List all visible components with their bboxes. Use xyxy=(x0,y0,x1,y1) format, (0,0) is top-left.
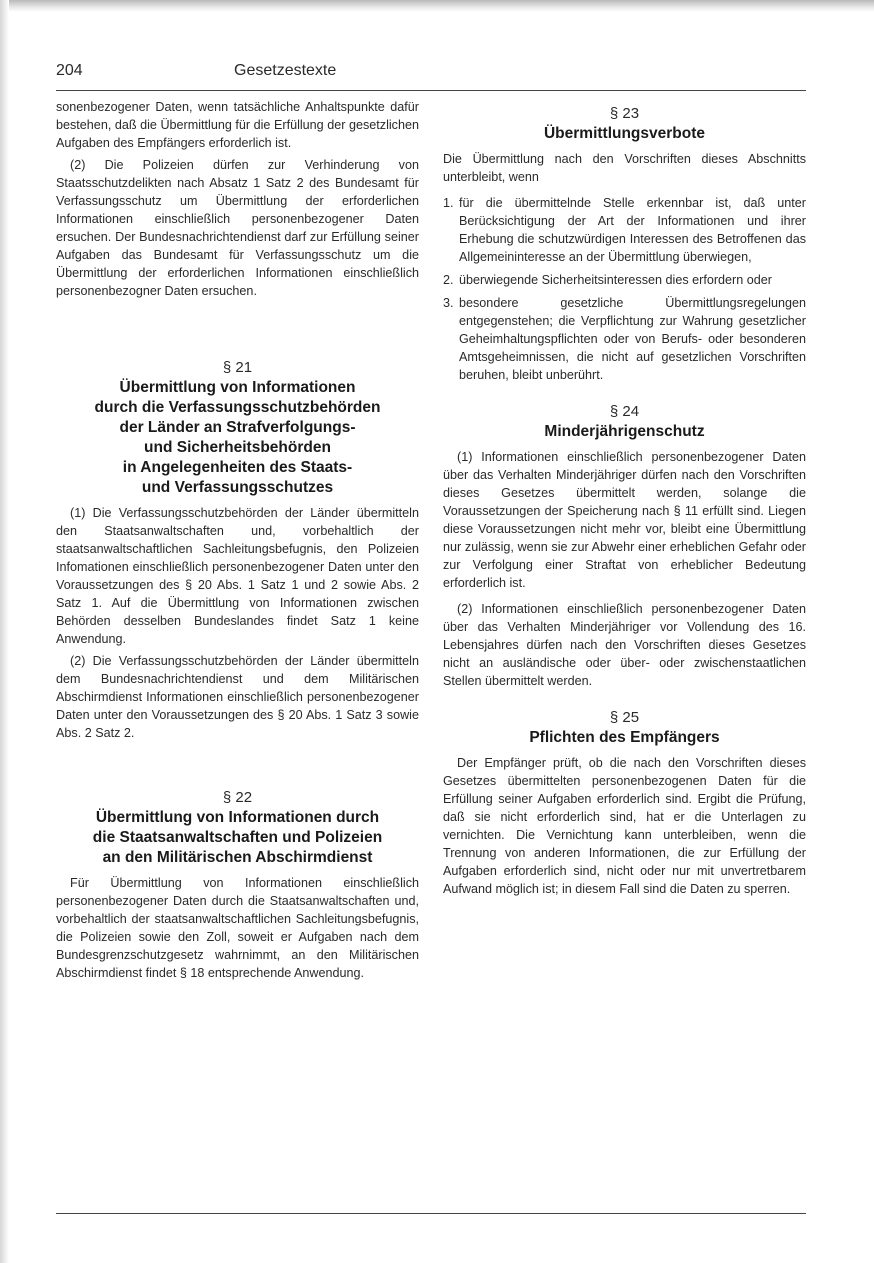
footer-rule xyxy=(56,1213,806,1214)
section-title xyxy=(56,808,419,868)
title-line: Übermittlung von Informationen durch xyxy=(95,809,380,826)
section-title xyxy=(56,378,419,498)
section-25 xyxy=(443,708,806,898)
title-line: durch die Verfassungsschutzbehörden xyxy=(94,399,381,416)
section-number: § 21 xyxy=(222,359,253,376)
title-line: und Verfassungsschutzes xyxy=(141,479,334,496)
page-number: 204 xyxy=(56,62,83,79)
paragraph: (2) Die Verfassungsschutzbehörden der Länder übermitteln dem Bundesnachrichtendienst und dem Militärischen Abschirmdienst Informationen einschließlich personenbezogener Daten unter den Voraussetzungen des § 20 Abs. 1 Satz 3 sowie Abs. 2 Satz 2. xyxy=(56,654,419,740)
list-item xyxy=(443,271,806,289)
section-number: § 23 xyxy=(609,105,640,122)
title-line: die Staatsanwaltschaften und Polizeien xyxy=(92,829,383,846)
section-title xyxy=(443,728,806,748)
paragraph: (1) Die Verfassungsschutzbehörden der Länder übermitteln den Staatsanwaltschaften und, vorbehaltlich der staatsanwaltschaftlichen Sachleitungsbefugnis, den Polizeien Infomationen einschließlich personenbezogener Daten unter den Voraussetzungen des § 20 Abs. 1 Satz 1 und 2 sowie Abs. 2 Satz 1. Auf die Übermittlung von Informationen zwischen Behörden desselben Bundeslandes findet Satz 1 keine Anwendung. xyxy=(56,506,419,646)
paragraph: Für Übermittlung von Informationen einschließlich personenbezogener Daten durch die Staatsanwaltschaften und, vorbehaltlich der staatsanwaltschaftlichen Sachleitungsbefugnis, die Polizeien sowie den Zoll, soweit er Aufgaben nach dem Bundesgrenzschutzgesetz wahrnimmt, an den Militärischen Abschirmdienst findet § 18 entsprechende Anwendung. xyxy=(56,876,419,980)
title-line: Übermittlung von Informationen xyxy=(119,379,356,396)
paragraph: Die Übermittlung nach den Vorschriften dieses Abschnitts unterbleibt, wenn xyxy=(443,152,806,184)
list-item xyxy=(443,194,806,266)
list-number: 1. xyxy=(443,196,454,210)
title-line: in Angelegenheiten des Staats- xyxy=(122,459,353,476)
title-line: und Sicherheitsbehörden xyxy=(144,439,331,456)
paragraph: (1) Informationen einschließlich personenbezogener Daten über das Verhalten Minderjähriger dürfen nach den Vorschriften dieses Gesetzes übermittelt werden, solange die Voraussetzungen der Speicherung nach § 11 erfüllt sind. Liegen diese Voraussetzungen nicht mehr vor, bleibt eine Übermittlung nur zulässig, wenn sie zur Abwehr einer erheblichen Gefahr oder zur Verfolgung einer Straftat von erheblicher Bedeutung erforderlich ist. xyxy=(443,450,806,590)
section-21 xyxy=(56,358,419,742)
section-number: § 24 xyxy=(609,403,640,420)
list-item xyxy=(443,294,806,384)
section-22 xyxy=(56,788,419,982)
section-number: § 25 xyxy=(609,709,640,726)
section-23 xyxy=(443,104,806,384)
scan-shadow-top xyxy=(0,0,874,12)
list-text: überwiegende Sicherheitsinteressen dies erfordern oder xyxy=(459,273,772,287)
list-text: besondere gesetzliche Übermittlungsregelungen entgegenstehen; die Verpflichtung zur Wahrung gesetzlicher Geheimhaltungspflichten oder von Berufs- oder besonderen Amtsgeheimnissen, die nicht auf gesetzlichen Vorschriften beruhen, bleibt unberührt. xyxy=(459,296,806,382)
continued-paragraph: sonenbezogener Daten, wenn tatsächliche Anhaltspunkte dafür bestehen, daß die Übermittlung für die Erfüllung der gesetzlichen Aufgaben des Empfängers erforderlich ist. xyxy=(56,100,419,150)
right-column xyxy=(443,98,806,902)
header-rule xyxy=(56,90,806,91)
list-number: 2. xyxy=(443,273,454,287)
title-line: Pflichten des Empfängers xyxy=(529,729,720,746)
list-text: für die übermittelnde Stelle erkennbar ist, daß unter Berücksichtigung der Art der Informationen und ihrer Erhebung die schutzwürdigen Interessen des Betroffenen das Allgemeininteresse an der Übermittlung überwiegen, xyxy=(459,196,806,264)
section-number: § 22 xyxy=(222,789,253,806)
paragraph: Der Empfänger prüft, ob die nach den Vorschriften dieses Gesetzes übermittelten personenbezogenen Daten für die Erfüllung seiner Aufgaben erforderlich sind. Ergibt die Prüfung, daß sie nicht erforderlich sind, hat er die Unterlagen zu vernichten. Die Vernichtung kann unterbleiben, wenn die Trennung von anderen Informationen, die zur Erfüllung der Aufgaben erforderlich sind, nicht oder nur mit unvertretbarem Aufwand möglich ist; in diesem Fall sind die Daten zu sperren. xyxy=(443,756,806,896)
list-number: 3. xyxy=(443,296,454,310)
section-title xyxy=(443,422,806,442)
paragraph: (2) Informationen einschließlich personenbezogener Daten über das Verhalten Minderjähriger vor Vollendung des 16. Lebensjahres dürfen nach den Vorschriften dieses Gesetzes nicht an ausländische oder über- oder zwischenstaatlichen Stellen übermittelt werden. xyxy=(443,602,806,688)
title-line: an den Militärischen Abschirmdienst xyxy=(102,849,373,866)
paragraph: (2) Die Polizeien dürfen zur Verhinderung von Staatsschutzdelikten nach Absatz 1 Satz 2 des Bundesamt für Verfassungsschutz um Übermittlung der erforderlichen Informationen einschließlich personenbezogener Daten ersuchen. Der Bundesnachrichtendienst darf zur Erfüllung seiner Aufgaben das Bundesamt für Verfassungsschutz um die Übermittlung der erforderlichen Informationen einschließlich personenbezogner Daten ersuchen. xyxy=(56,158,419,298)
title-line: Minderjährigenschutz xyxy=(544,423,705,440)
title-line: Übermittlungsverbote xyxy=(543,125,706,142)
title-line: der Länder an Strafverfolgungs- xyxy=(119,419,356,436)
page-header xyxy=(56,62,806,88)
scan-shadow-left xyxy=(0,0,9,1263)
section-title xyxy=(443,124,806,144)
section-24 xyxy=(443,402,806,690)
condition-list xyxy=(443,194,806,384)
left-column xyxy=(56,98,419,986)
running-title: Gesetzestexte xyxy=(234,62,337,79)
